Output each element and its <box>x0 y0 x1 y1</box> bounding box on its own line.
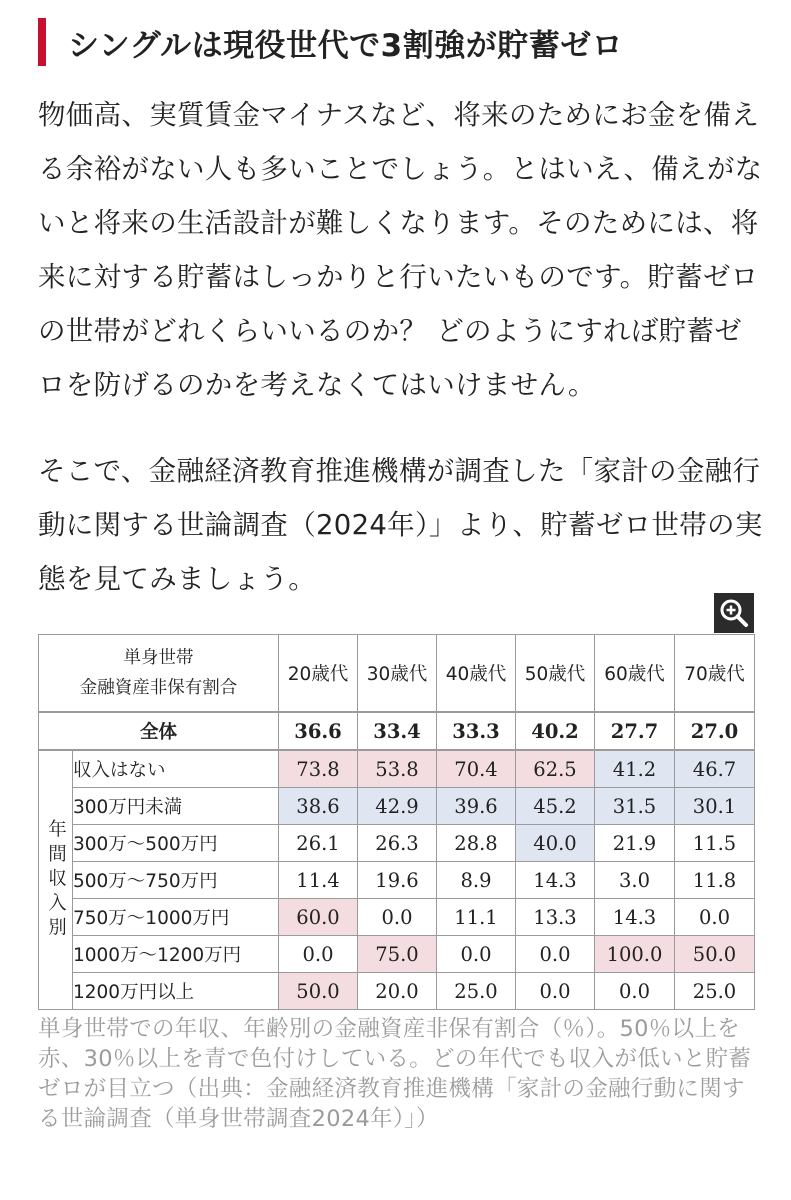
total-row <box>39 712 755 750</box>
table-caption: 単身世帯での年収、年齢別の金融資産非保有割合（％）。50％以上を赤、30％以上を青で色付けしている。どの年代でも収入が低いと貯蓄ゼロが目立つ（出典：金融経済教育推進機構「家計の金融行動に関する世論調査（単身世帯調査2024年）」） <box>38 1016 752 1132</box>
value-cell: 42.9 <box>358 788 437 825</box>
value-cell: 62.5 <box>516 750 595 788</box>
value-cell: 45.2 <box>516 788 595 825</box>
income-row-label: 300万円未満 <box>73 788 279 825</box>
total-value-cell: 36.6 <box>279 712 358 750</box>
table-row <box>39 825 755 862</box>
zoom-in-button[interactable] <box>714 593 754 633</box>
total-value-cell: 33.3 <box>437 712 516 750</box>
value-cell: 11.8 <box>675 862 755 899</box>
table-row <box>39 899 755 936</box>
income-row-label: 500万～750万円 <box>73 862 279 899</box>
value-cell: 20.0 <box>358 973 437 1010</box>
value-cell: 13.3 <box>516 899 595 936</box>
value-cell: 25.0 <box>675 973 755 1010</box>
value-cell: 40.0 <box>516 825 595 862</box>
age-header: 20歳代 <box>279 635 358 713</box>
zoom-in-icon <box>718 597 750 629</box>
value-cell: 11.1 <box>437 899 516 936</box>
value-cell: 30.1 <box>675 788 755 825</box>
value-cell: 25.0 <box>437 973 516 1010</box>
age-header: 40歳代 <box>437 635 516 713</box>
value-cell: 39.6 <box>437 788 516 825</box>
total-value-cell: 33.4 <box>358 712 437 750</box>
value-cell: 50.0 <box>675 936 755 973</box>
section-heading <box>38 12 778 72</box>
income-row-label: 750万～1000万円 <box>73 899 279 936</box>
table-row <box>39 862 755 899</box>
value-cell: 8.9 <box>437 862 516 899</box>
section-heading-text: シングルは現役世代で3割強が貯蓄ゼロ <box>68 27 624 64</box>
intro-paragraph: 物価高、実質賃金マイナスなど、将来のためにお金を備える余裕がない人も多いことでしょう。とはいえ、備えがないと将来の生活設計が難しくなります。そのためには、将来に対する貯蓄はしっかりと行いたいものです。貯蓄ゼロの世帯がどれくらいいるのか？ どのようにすれば貯蓄ゼロを防げるのかを考えなくてはいけません。 <box>38 99 763 401</box>
source-paragraph: そこで、金融経済教育推進機構が調査した「家計の金融行動に関する世論調査（2024年）」より、貯蓄ゼロ世帯の実態を見てみましょう。 <box>38 455 763 595</box>
value-cell: 14.3 <box>595 899 675 936</box>
income-row-label: 300万～500万円 <box>73 825 279 862</box>
value-cell: 38.6 <box>279 788 358 825</box>
value-cell: 53.8 <box>358 750 437 788</box>
savings-table <box>38 634 755 1010</box>
value-cell: 31.5 <box>595 788 675 825</box>
value-cell: 0.0 <box>279 936 358 973</box>
value-cell: 21.9 <box>595 825 675 862</box>
value-cell: 50.0 <box>279 973 358 1010</box>
income-group-label: 年間収入別 <box>39 750 73 1010</box>
heading-accent-bar <box>38 18 46 66</box>
value-cell: 0.0 <box>358 899 437 936</box>
value-cell: 11.4 <box>279 862 358 899</box>
value-cell: 19.6 <box>358 862 437 899</box>
value-cell: 0.0 <box>595 973 675 1010</box>
age-header: 60歳代 <box>595 635 675 713</box>
income-row-label: 1000万～1200万円 <box>73 936 279 973</box>
value-cell: 3.0 <box>595 862 675 899</box>
age-header: 50歳代 <box>516 635 595 713</box>
total-value-cell: 40.2 <box>516 712 595 750</box>
value-cell: 41.2 <box>595 750 675 788</box>
header-line-1: 単身世帯 <box>123 648 194 668</box>
table-row <box>39 788 755 825</box>
value-cell: 11.5 <box>675 825 755 862</box>
income-row-label: 収入はない <box>73 750 279 788</box>
savings-table-container <box>38 634 754 1010</box>
value-cell: 28.8 <box>437 825 516 862</box>
header-row <box>39 635 755 713</box>
total-value-cell: 27.7 <box>595 712 675 750</box>
value-cell: 0.0 <box>675 899 755 936</box>
value-cell: 26.3 <box>358 825 437 862</box>
value-cell: 0.0 <box>516 973 595 1010</box>
table-row <box>39 936 755 973</box>
value-cell: 60.0 <box>279 899 358 936</box>
total-value-cell: 27.0 <box>675 712 755 750</box>
value-cell: 100.0 <box>595 936 675 973</box>
value-cell: 14.3 <box>516 862 595 899</box>
value-cell: 70.4 <box>437 750 516 788</box>
income-row-label: 1200万円以上 <box>73 973 279 1010</box>
header-line-2: 金融資産非保有割合 <box>79 678 238 698</box>
value-cell: 26.1 <box>279 825 358 862</box>
header-corner-cell <box>39 635 279 713</box>
table-row <box>39 750 755 788</box>
age-header: 70歳代 <box>675 635 755 713</box>
table-row <box>39 973 755 1010</box>
total-label: 全体 <box>39 712 279 750</box>
age-header: 30歳代 <box>358 635 437 713</box>
value-cell: 0.0 <box>437 936 516 973</box>
value-cell: 73.8 <box>279 750 358 788</box>
value-cell: 75.0 <box>358 936 437 973</box>
value-cell: 0.0 <box>516 936 595 973</box>
value-cell: 46.7 <box>675 750 755 788</box>
